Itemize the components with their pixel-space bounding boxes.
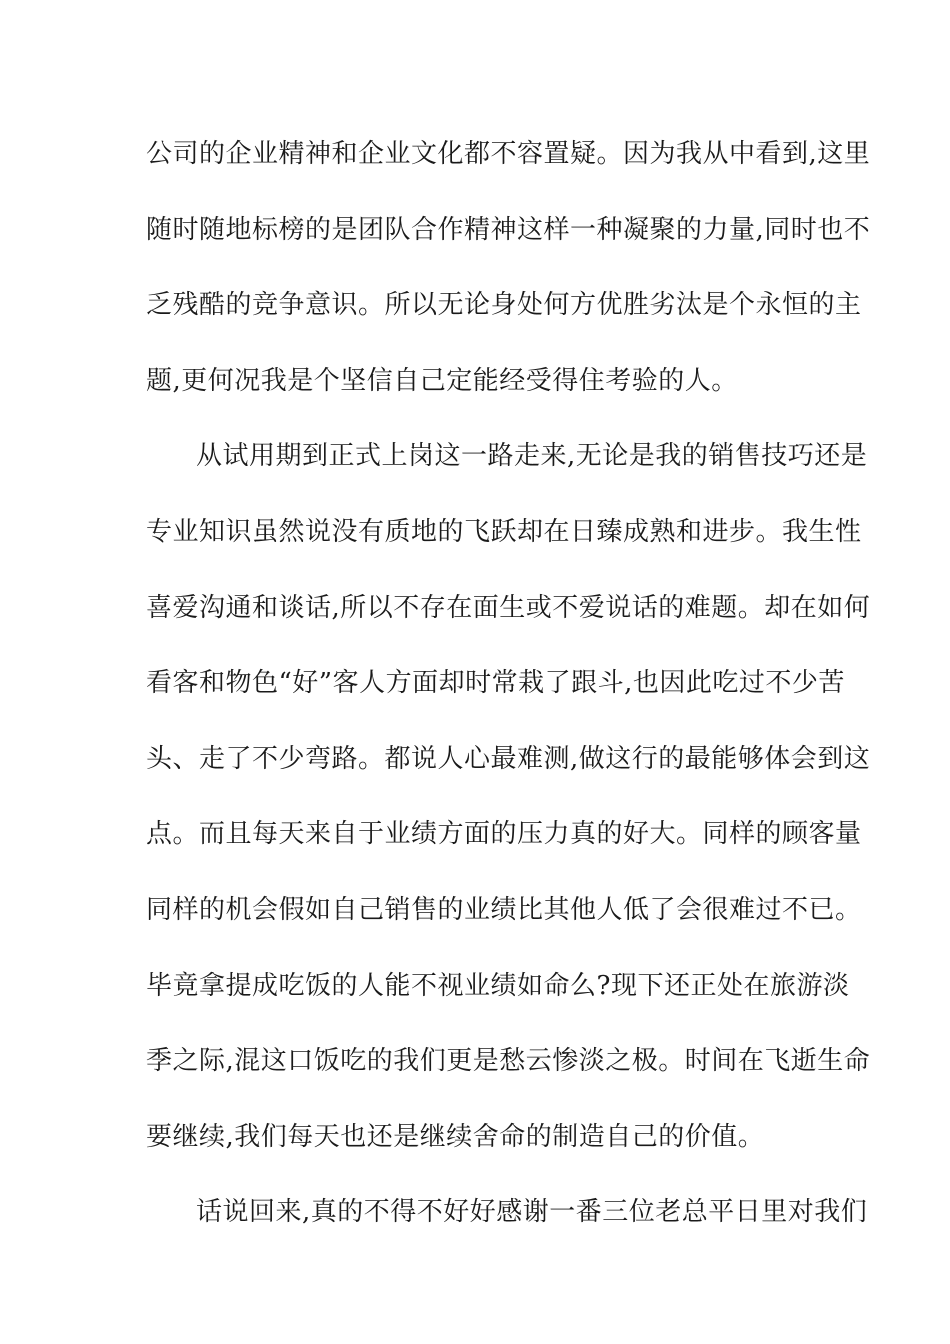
paragraph-first-line: 话说回来,真的不得不好好感谢一番三位老总平日里对我们 xyxy=(196,1197,868,1228)
paragraph-line: 乏残酷的竞争意识。所以无论身处何方优胜劣汰是个永恒的主 xyxy=(146,290,862,321)
body-text xyxy=(146,128,871,1262)
paragraph-line: 公司的企业精神和企业文化都不容置疑。因为我从中看到,这里 xyxy=(146,139,871,169)
paragraph-line: 看客和物色“好”客人方面却时常栽了跟斗,也因此吃过不少苦 xyxy=(146,668,845,699)
paragraph-line: 题,更何况我是个坚信自己定能经受得住考验的人。 xyxy=(146,365,738,396)
paragraph-line: 喜爱沟通和谈话,所以不存在面生或不爱说话的难题。却在如何 xyxy=(146,592,871,623)
paragraph-line: 同样的机会假如自己销售的业绩比其他人低了会很难过不已。 xyxy=(146,894,862,925)
paragraph-first-line: 从试用期到正式上岗这一路走来,无论是我的销售技巧还是 xyxy=(196,441,868,472)
paragraph-line: 要继续,我们每天也还是继续舍命的制造自己的价值。 xyxy=(146,1121,765,1152)
paragraph-line: 头、走了不少弯路。都说人心最难测,做这行的最能够体会到这 xyxy=(146,743,871,774)
paragraph-line: 毕竟拿提成吃饭的人能不视业绩如命么?现下还正处在旅游淡 xyxy=(146,970,850,1001)
paragraph-line: 专业知识虽然说没有质地的飞跃却在日臻成熟和进步。我生性 xyxy=(146,516,862,547)
paragraph-line: 季之际,混这口饭吃的我们更是愁云惨淡之极。时间在飞逝生命 xyxy=(146,1046,871,1077)
paragraph-line: 点。而且每天来自于业绩方面的压力真的好大。同样的顾客量 xyxy=(146,819,862,850)
paragraph-line: 随时随地标榜的是团队合作精神这样一种凝聚的力量,同时也不 xyxy=(146,214,871,245)
